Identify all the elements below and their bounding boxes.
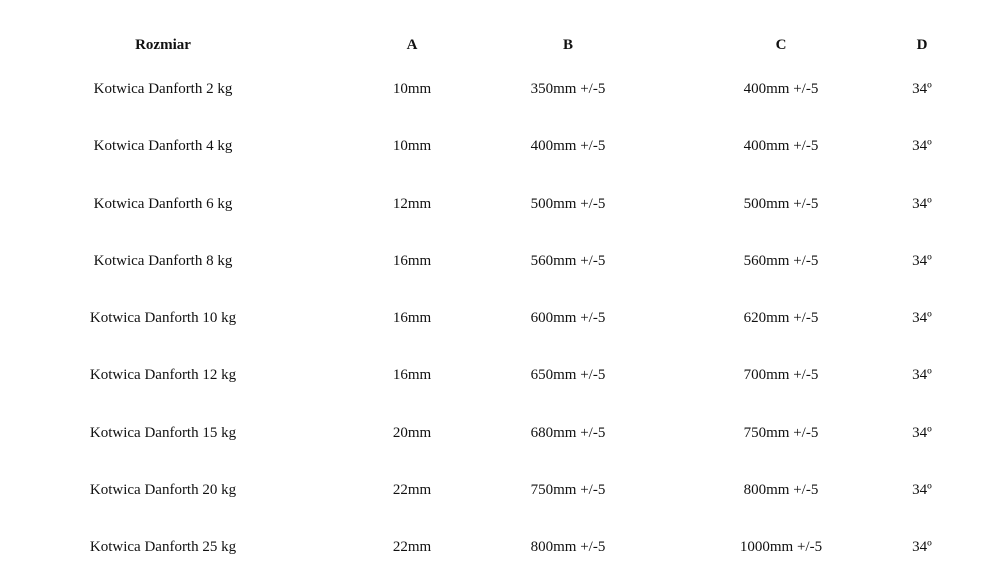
cell-d: 34º <box>912 138 932 155</box>
table-row <box>0 44 1001 101</box>
cell-a: 16mm <box>392 367 432 384</box>
cell-c: 1000mm +/-5 <box>739 539 823 556</box>
cell-size: Kotwica Danforth 10 kg <box>89 310 237 327</box>
cell-a: 12mm <box>392 195 432 212</box>
cell-d: 34º <box>912 482 932 499</box>
table-row <box>0 330 1001 387</box>
cell-size: Kotwica Danforth 2 kg <box>93 81 233 97</box>
cell-b: 500mm +/-5 <box>530 195 606 212</box>
cell-a: 10mm <box>392 81 432 97</box>
cell-b: 680mm +/-5 <box>530 424 606 441</box>
cell-d: 34º <box>912 310 932 327</box>
table-row <box>0 101 1001 158</box>
cell-c: 750mm +/-5 <box>743 424 819 441</box>
cell-a: 22mm <box>392 539 432 556</box>
cell-d: 34º <box>912 424 932 441</box>
cell-c: 800mm +/-5 <box>743 482 819 499</box>
cell-b: 800mm +/-5 <box>530 539 606 556</box>
cell-size: Kotwica Danforth 20 kg <box>89 482 237 499</box>
table-row <box>0 273 1001 330</box>
cell-a: 16mm <box>392 310 432 327</box>
cell-c: 560mm +/-5 <box>743 252 819 269</box>
table-row <box>0 502 1001 559</box>
cell-size: Kotwica Danforth 6 kg <box>93 195 233 212</box>
cell-d: 34º <box>912 367 932 384</box>
cell-a: 22mm <box>392 482 432 499</box>
cell-b: 400mm +/-5 <box>530 138 606 155</box>
cell-c: 400mm +/-5 <box>743 81 819 97</box>
table-row <box>0 388 1001 445</box>
cell-d: 34º <box>912 539 932 556</box>
header-b: B <box>562 37 574 53</box>
header-c: C <box>775 37 787 53</box>
table-row <box>0 159 1001 216</box>
cell-b: 600mm +/-5 <box>530 310 606 327</box>
cell-c: 620mm +/-5 <box>743 310 819 327</box>
cell-size: Kotwica Danforth 25 kg <box>89 539 237 556</box>
cell-size: Kotwica Danforth 15 kg <box>89 424 237 441</box>
header-size: Rozmiar <box>135 37 191 53</box>
cell-b: 560mm +/-5 <box>530 252 606 269</box>
cell-d: 34º <box>912 81 932 97</box>
table-header-row <box>0 0 1001 53</box>
cell-d: 34º <box>912 252 932 269</box>
cell-a: 10mm <box>392 138 432 155</box>
cell-b: 650mm +/-5 <box>530 367 606 384</box>
cell-size: Kotwica Danforth 8 kg <box>93 252 233 269</box>
cell-size: Kotwica Danforth 12 kg <box>89 367 237 384</box>
cell-a: 16mm <box>392 252 432 269</box>
cell-c: 500mm +/-5 <box>743 195 819 212</box>
table-row <box>0 445 1001 502</box>
header-a: A <box>406 37 418 53</box>
cell-c: 400mm +/-5 <box>743 138 819 155</box>
cell-a: 20mm <box>392 424 432 441</box>
table-row <box>0 216 1001 273</box>
cell-c: 700mm +/-5 <box>743 367 819 384</box>
cell-size: Kotwica Danforth 4 kg <box>93 138 233 155</box>
header-d: D <box>916 37 928 53</box>
cell-b: 350mm +/-5 <box>530 81 606 97</box>
cell-d: 34º <box>912 195 932 212</box>
cell-b: 750mm +/-5 <box>530 482 606 499</box>
